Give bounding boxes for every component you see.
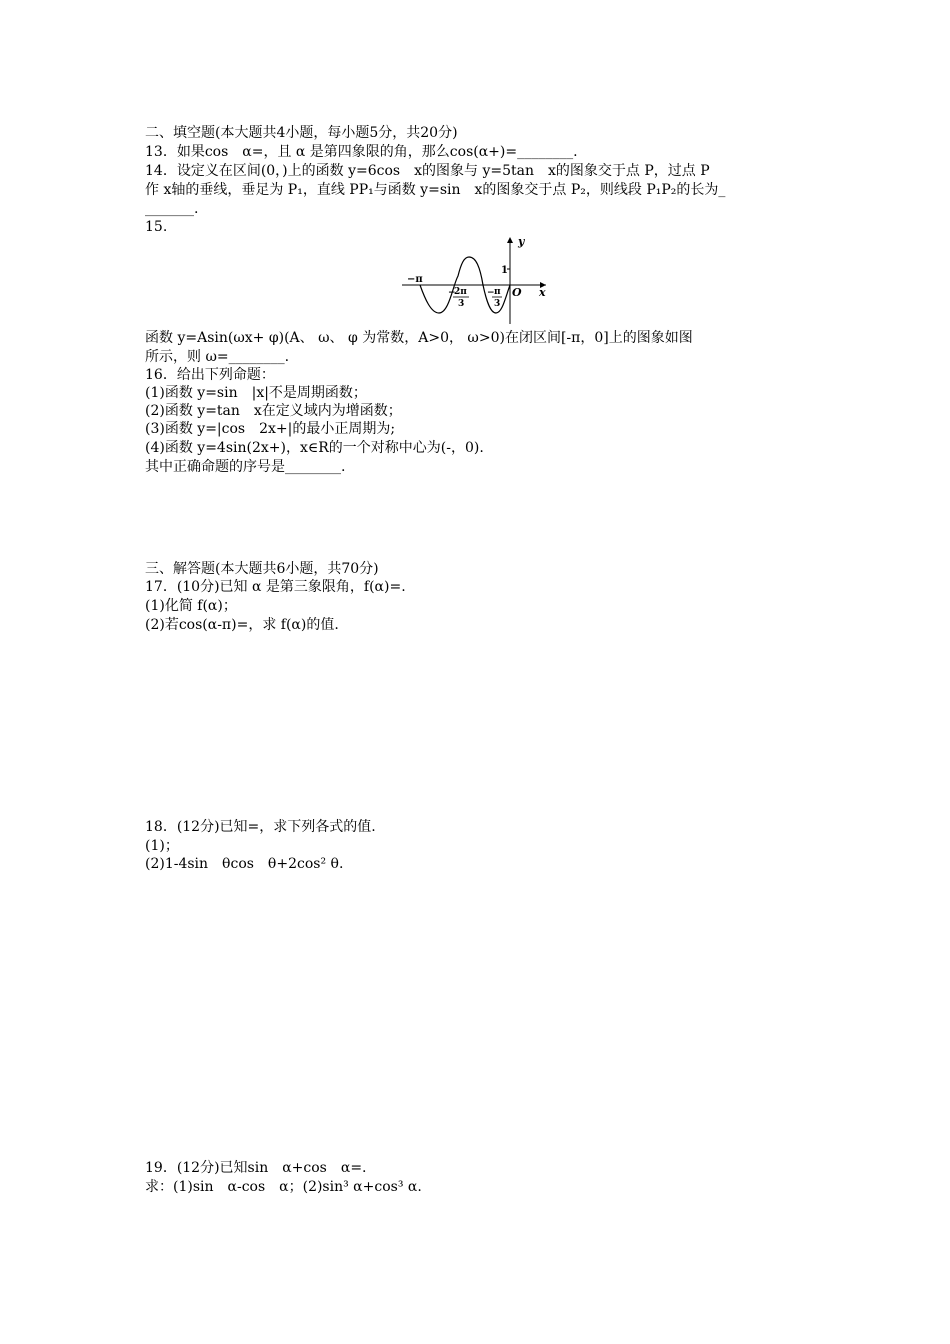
question-18-part-2: (2)1-4sin θcos θ+2cos² θ.: [145, 856, 344, 872]
question-14-line-2: 作 x轴的垂线，垂足为 P₁，直线 PP₁与函数 y=sin x的图象交于点 P₂，则线段 P₁P₂的长为_: [145, 182, 726, 198]
question-15-line-2: 所示，则 ω=________.: [145, 349, 290, 365]
question-16-intro: 16．给出下列命题：: [145, 367, 275, 383]
origin-label: O: [512, 286, 522, 299]
question-19-ask: 求：(1)sin α-cos α；(2)sin³ α+cos³ α.: [145, 1179, 422, 1195]
question-16-item-4: (4)函数 y=4sin(2x+)，x∈R的一个对称中心为(-，0).: [145, 440, 484, 456]
section-3-heading: 三、解答题(本大题共6小题，共70分): [145, 561, 379, 577]
one-label: 1: [501, 265, 508, 276]
question-17-part-1: (1)化简 f(α)；: [145, 598, 237, 614]
question-16-ask: 其中正确命题的序号是________.: [145, 459, 346, 475]
question-14-line-1: 14．设定义在区间(0，)上的函数 y=6cos x的图象与 y=5tan x的图象交于点 P，过点 P: [145, 163, 710, 179]
question-17-part-2: (2)若cos(α-π)=，求 f(α)的值.: [145, 617, 339, 633]
y-axis-arrow: [507, 237, 513, 243]
question-15-number: 15.: [145, 219, 168, 235]
neg-2pi-3-numerator: 2π: [454, 287, 467, 297]
neg-pi-3-denominator: 3: [494, 299, 501, 309]
question-16-item-3: (3)函数 y=|cos 2x+|的最小正周期为;: [145, 421, 396, 437]
y-axis-label: y: [518, 235, 525, 248]
question-19: 19．(12分)已知sin α+cos α=.: [145, 1160, 367, 1176]
neg-pi-3-minus: −: [487, 288, 495, 298]
neg-2pi-3-denominator: 3: [458, 299, 465, 309]
question-15-line-1: 函数 y=Asin(ωx+ φ)(A、 ω、 φ 为常数，A>0， ω>0)在闭区间[-π，0]上的图象如图: [145, 330, 693, 346]
neg-2pi-3-minus: −: [448, 288, 456, 298]
question-17: 17．(10分)已知 α 是第三象限角，f(α)=.: [145, 579, 406, 595]
x-axis-label: x: [539, 286, 546, 299]
question-16-item-2: (2)函数 y=tan x在定义域内为增函数；: [145, 403, 402, 419]
sine-graph-figure: [398, 232, 558, 328]
neg-pi-label: −π: [407, 274, 423, 285]
question-16-item-1: (1)函数 y=sin |x|不是周期函数；: [145, 385, 367, 401]
neg-pi-3-numerator: π: [494, 287, 501, 297]
question-13: 13．如果cos α=，且 α 是第四象限的角，那么cos(α+)=________.: [145, 144, 578, 160]
question-14-line-3: _______.: [145, 201, 199, 217]
question-18-part-1: (1)；: [145, 838, 179, 854]
question-18: 18．(12分)已知=，求下列各式的值.: [145, 819, 376, 835]
section-2-heading: 二、填空题(本大题共4小题，每小题5分，共20分): [145, 125, 458, 141]
